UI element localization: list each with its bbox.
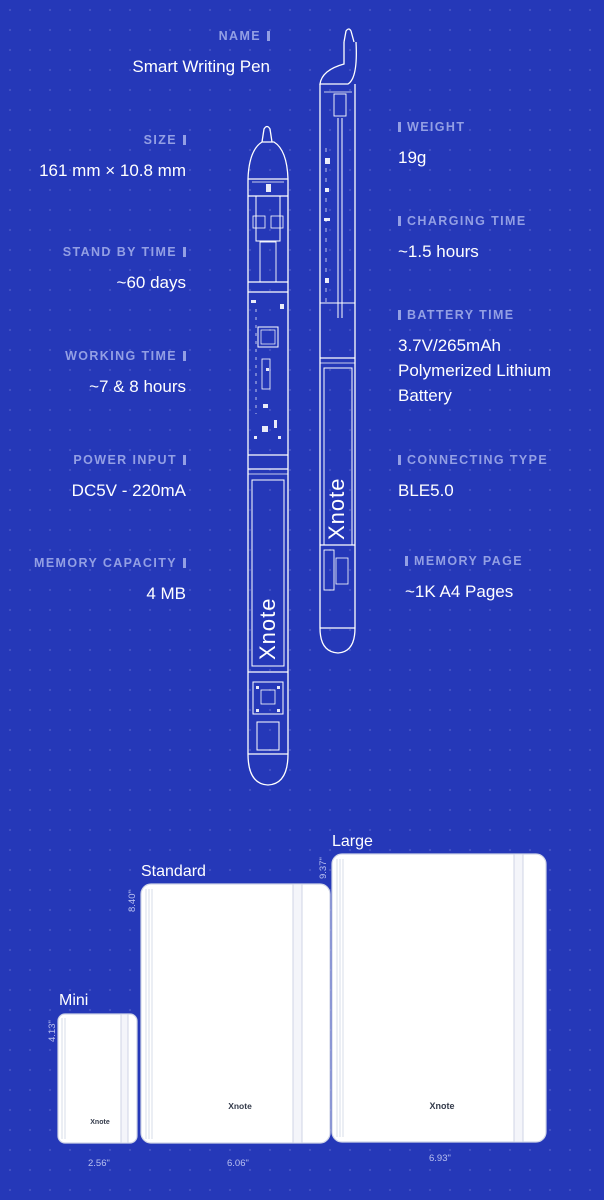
spec-memory-capacity (34, 556, 186, 606)
notebook-large-width: 6.93" (429, 1153, 451, 1164)
spec-power-input-label: POWER INPUT (72, 453, 186, 467)
spec-connecting-type (398, 453, 548, 503)
spec-memory-page (405, 554, 523, 604)
pen-side-blueprint (314, 28, 364, 658)
spec-stand-by-time (63, 245, 186, 295)
spec-charging-time-label: CHARGING TIME (398, 214, 527, 228)
spec-weight (398, 120, 465, 170)
spec-power-input-value: DC5V - 220mA (71, 481, 186, 500)
spec-size-label: SIZE (39, 133, 186, 147)
pen-front-logo: Xnote (255, 597, 280, 660)
spec-size-value: 161 mm × 10.8 mm (39, 161, 186, 180)
spec-working-time-value: ~7 & 8 hours (89, 377, 186, 396)
notebook-mini-height: 4.13" (47, 1020, 58, 1042)
spec-connecting-type-label: CONNECTING TYPE (398, 453, 548, 467)
spec-battery-time-label: BATTERY TIME (398, 308, 551, 322)
pen-front-blueprint (236, 124, 300, 790)
spec-charging-time-value: ~1.5 hours (398, 242, 479, 261)
notebook-large (331, 853, 549, 1144)
spec-power-input (72, 453, 186, 503)
spec-name (122, 29, 270, 79)
notebook-large-height: 9.37" (318, 857, 329, 879)
spec-battery-time-line-3: Battery (398, 386, 452, 405)
notebook-standard-logo: Xnote (228, 1101, 252, 1111)
notebook-standard-height: 8.40" (127, 890, 138, 912)
spec-name-value: Smart Writing Pen (132, 57, 270, 76)
notebook-mini-width: 2.56" (88, 1158, 110, 1169)
notebook-mini (57, 1013, 139, 1145)
spec-connecting-type-value: BLE5.0 (398, 481, 454, 500)
spec-working-time (65, 349, 186, 399)
spec-stand-by-time-value: ~60 days (116, 273, 186, 292)
pen-side-tip (344, 29, 354, 42)
spec-charging-time (398, 214, 527, 264)
notebook-mini-logo: Xnote (90, 1119, 110, 1126)
spec-size (39, 133, 186, 183)
spec-memory-capacity-value: 4 MB (146, 584, 186, 603)
spec-battery-time-value (398, 333, 551, 408)
pen-front-tip (262, 127, 272, 143)
notebook-standard (140, 883, 332, 1145)
pen-side-clip (320, 42, 356, 84)
notebook-large-logo: Xnote (429, 1101, 455, 1111)
spec-battery-time-line-2: Polymerized Lithium (398, 361, 552, 380)
spec-battery-time (398, 308, 551, 408)
notebook-mini-title: Mini (59, 992, 89, 1009)
notebook-large-title: Large (332, 833, 373, 850)
notebook-standard-title: Standard (141, 863, 206, 880)
spec-memory-capacity-label: MEMORY CAPACITY (34, 556, 186, 570)
spec-battery-time-line-1: 3.7V/265mAh (398, 336, 502, 355)
spec-memory-page-value: ~1K A4 Pages (405, 582, 514, 601)
pen-front-body-outline (248, 142, 288, 785)
spec-weight-label: WEIGHT (398, 120, 465, 134)
notebook-standard-width: 6.06" (227, 1158, 249, 1169)
spec-weight-value: 19g (398, 148, 427, 167)
spec-memory-page-label: MEMORY PAGE (405, 554, 523, 568)
spec-name-label: NAME (122, 29, 270, 43)
spec-working-time-label: WORKING TIME (65, 349, 186, 363)
pen-side-logo: Xnote (324, 477, 349, 540)
spec-stand-by-time-label: STAND BY TIME (63, 245, 186, 259)
